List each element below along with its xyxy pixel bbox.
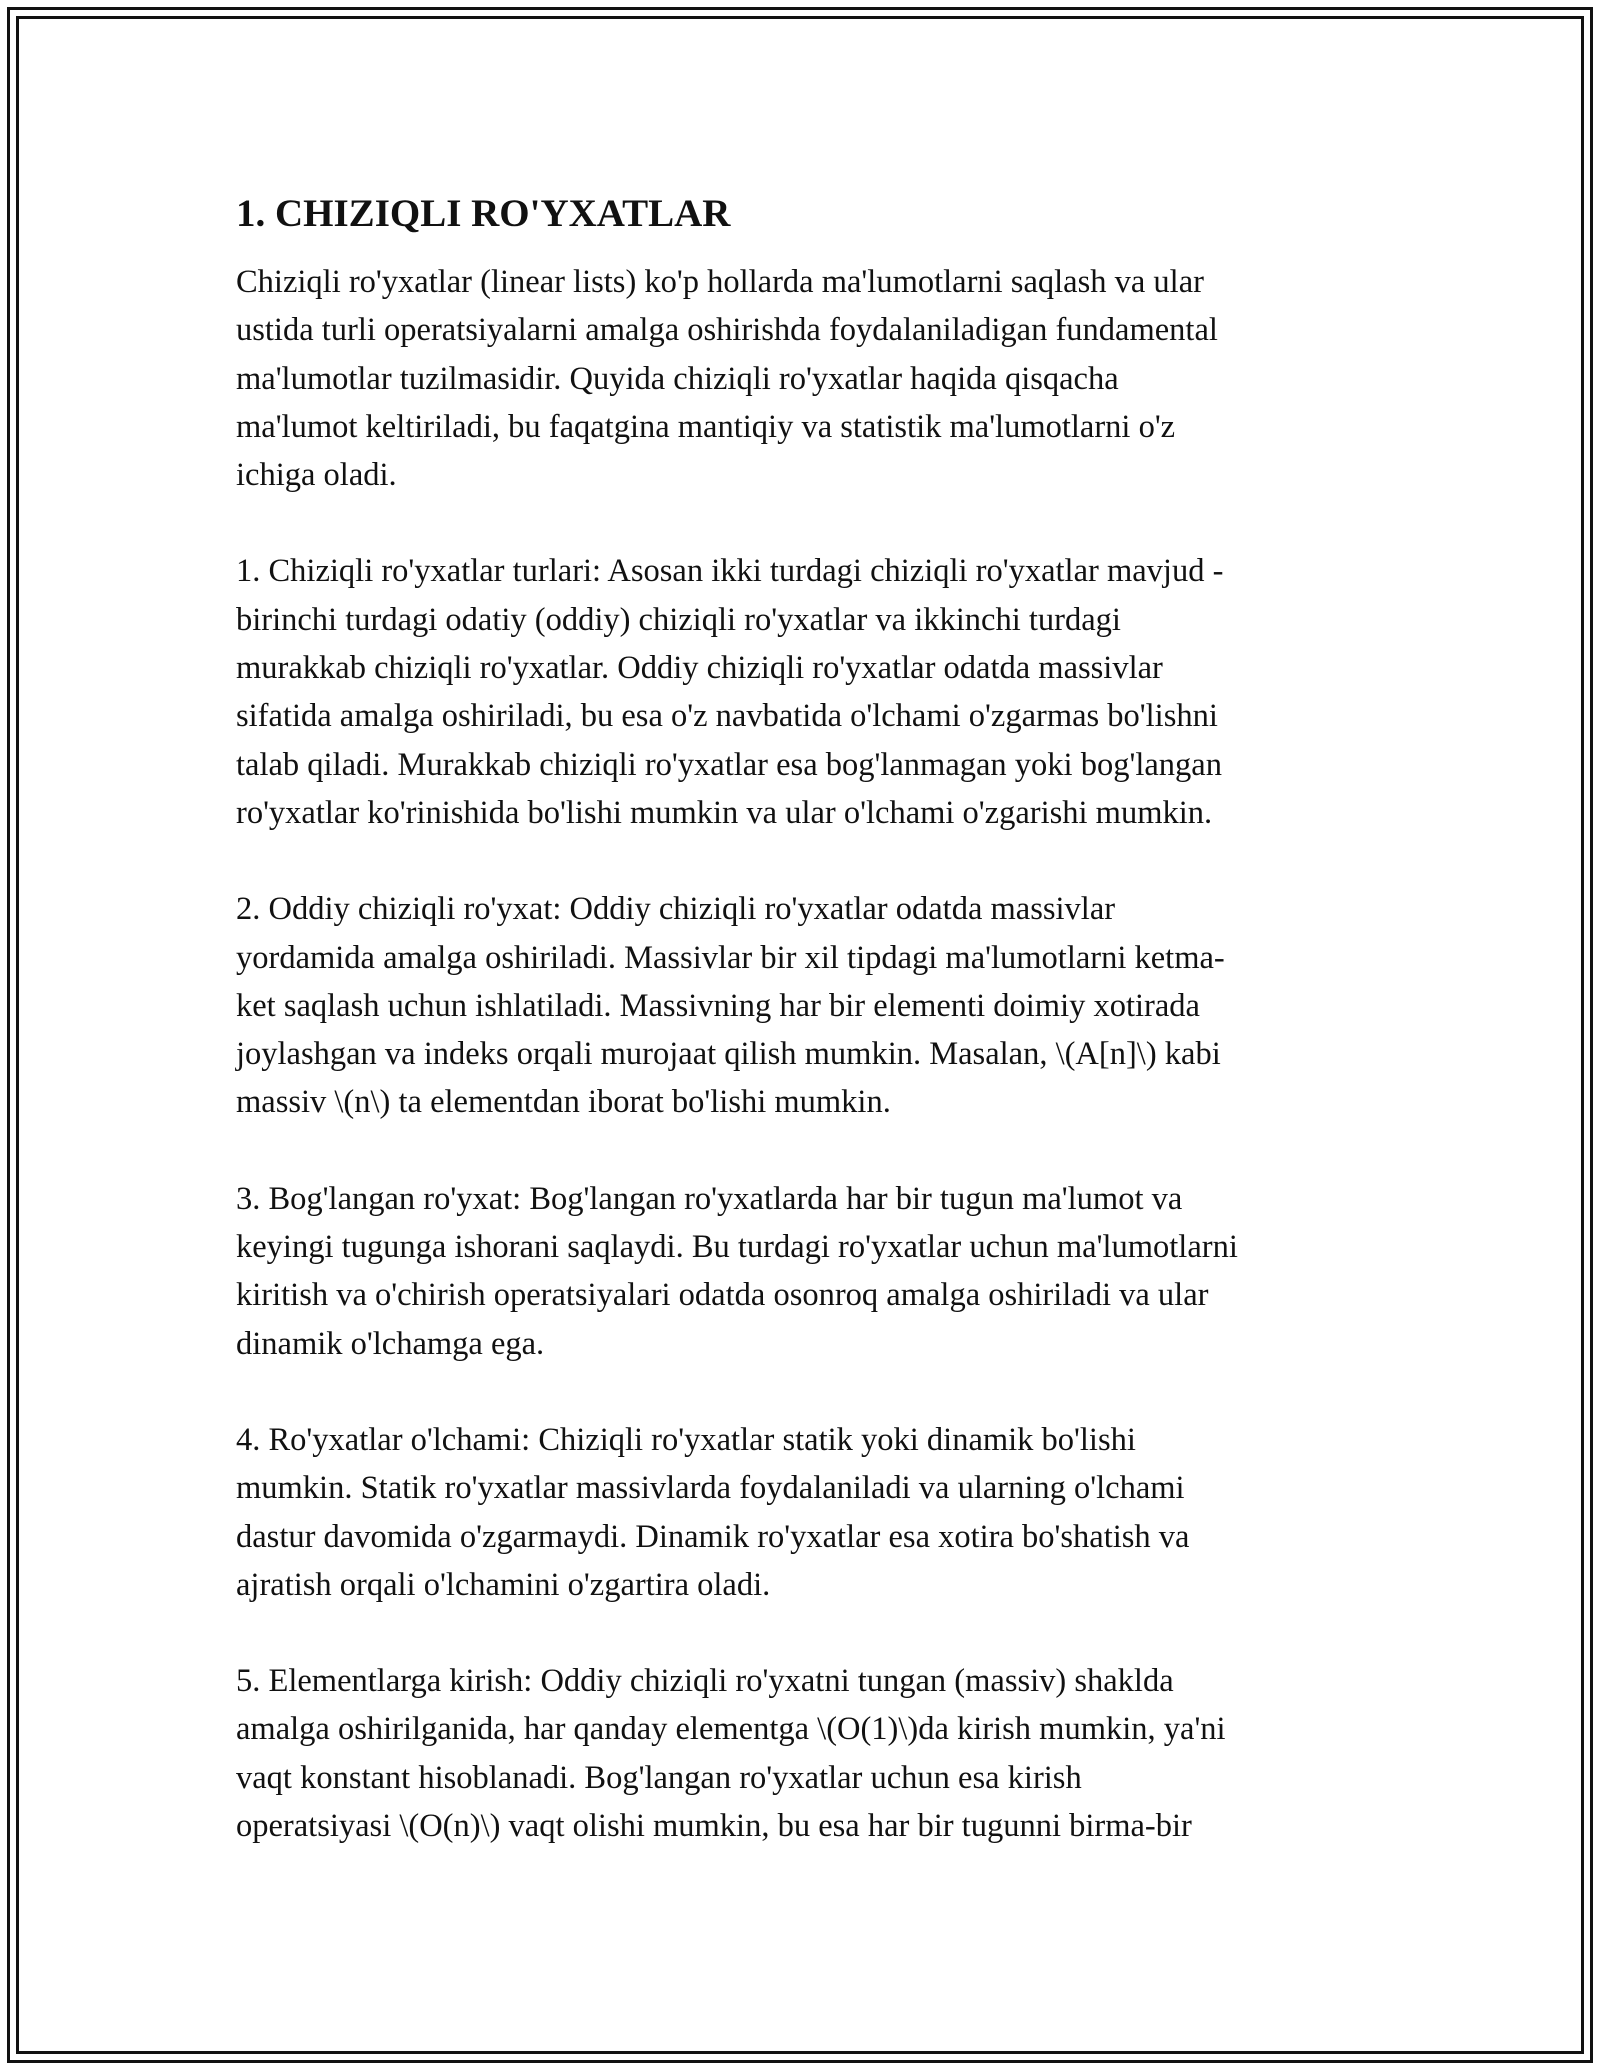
text-line: operatsiyasi \(O(n)\) vaqt olishi mumkin, bu esa har bir tugunni birma-bir bbox=[236, 1808, 1192, 1845]
text-line: ma'lumot keltiriladi, bu faqatgina mantiqiy va statistik ma'lumotlarni o'z bbox=[236, 408, 1176, 445]
text-line: 4. Ro'yxatlar o'lchami: Chiziqli ro'yxatlar statik yoki dinamik bo'lishi bbox=[236, 1421, 1136, 1458]
text-line: ichiga oladi. bbox=[236, 457, 397, 494]
text-line: amalga oshirilganida, har qanday elementga \(O(1)\)da kirish mumkin, ya'ni bbox=[236, 1711, 1226, 1748]
paragraph-intro bbox=[236, 258, 1386, 499]
document-content bbox=[236, 186, 1386, 1898]
text-line: murakkab chiziqli ro'yxatlar. Oddiy chiziqli ro'yxatlar odatda massivlar bbox=[236, 650, 1163, 687]
text-line: ajratish orqali o'lchamini o'zgartira oladi. bbox=[236, 1566, 771, 1603]
text-line: sifatida amalga oshiriladi, bu esa o'z navbatida o'lchami o'zgarmas bo'lishni bbox=[236, 698, 1218, 735]
text-line: 1. Chiziqli ro'yxatlar turlari: Asosan ikki turdagi chiziqli ro'yxatlar mavjud - bbox=[236, 553, 1224, 590]
text-line: massiv \(n\) ta elementdan iborat bo'lishi mumkin. bbox=[236, 1084, 891, 1121]
text-line: joylashgan va indeks orqali murojaat qilish mumkin. Masalan, \(A[n]\) kabi bbox=[236, 1036, 1221, 1073]
text-line: 2. Oddiy chiziqli ro'yxat: Oddiy chiziqli ro'yxatlar odatda massivlar bbox=[236, 891, 1116, 928]
text-line: birinchi turdagi odatiy (oddiy) chiziqli ro'yxatlar va ikkinchi turdagi bbox=[236, 601, 1121, 638]
paragraph-linked-list bbox=[236, 1175, 1386, 1368]
text-line: ustida turli operatsiyalarni amalga oshirishda foydalaniladigan fundamental bbox=[236, 312, 1218, 349]
text-line: 5. Elementlarga kirish: Oddiy chiziqli ro'yxatni tungan (massiv) shaklda bbox=[236, 1663, 1174, 1700]
text-line: dastur davomida o'zgarmaydi. Dinamik ro'yxatlar esa xotira bo'shatish va bbox=[236, 1518, 1190, 1555]
text-line: vaqt konstant hisoblanadi. Bog'langan ro'yxatlar uchun esa kirish bbox=[236, 1759, 1082, 1796]
text-line: 3. Bog'langan ro'yxat: Bog'langan ro'yxatlarda har bir tugun ma'lumot va bbox=[236, 1180, 1183, 1217]
paragraph-simple-list bbox=[236, 885, 1386, 1126]
text-line: yordamida amalga oshiriladi. Massivlar bir xil tipdagi ma'lumotlarni ketma- bbox=[236, 939, 1225, 976]
text-line: ma'lumotlar tuzilmasidir. Quyida chiziqli ro'yxatlar haqida qisqacha bbox=[236, 360, 1119, 397]
text-line: ro'yxatlar ko'rinishida bo'lishi mumkin va ular o'lchami o'zgarishi mumkin. bbox=[236, 794, 1213, 831]
paragraph-list-size bbox=[236, 1416, 1386, 1609]
page-title: 1. CHIZIQLI RO'YXATLAR bbox=[236, 192, 731, 235]
paragraph-list-types bbox=[236, 547, 1386, 837]
text-line: ket saqlash uchun ishlatiladi. Massivning har bir elementi doimiy xotirada bbox=[236, 987, 1200, 1024]
text-line: talab qiladi. Murakkab chiziqli ro'yxatlar esa bog'lanmagan yoki bog'langan bbox=[236, 746, 1222, 783]
text-line: kiritish va o'chirish operatsiyalari odatda osonroq amalga oshiriladi va ular bbox=[236, 1277, 1209, 1314]
text-line: dinamik o'lchamga ega. bbox=[236, 1325, 545, 1362]
text-line: Chiziqli ro'yxatlar (linear lists) ko'p hollarda ma'lumotlarni saqlash va ular bbox=[236, 264, 1204, 300]
text-line: mumkin. Statik ro'yxatlar massivlarda foydalaniladi va ularning o'lchami bbox=[236, 1470, 1185, 1507]
paragraph-element-access bbox=[236, 1657, 1386, 1850]
text-line: keyingi tugunga ishorani saqlaydi. Bu turdagi ro'yxatlar uchun ma'lumotlarni bbox=[236, 1229, 1238, 1266]
